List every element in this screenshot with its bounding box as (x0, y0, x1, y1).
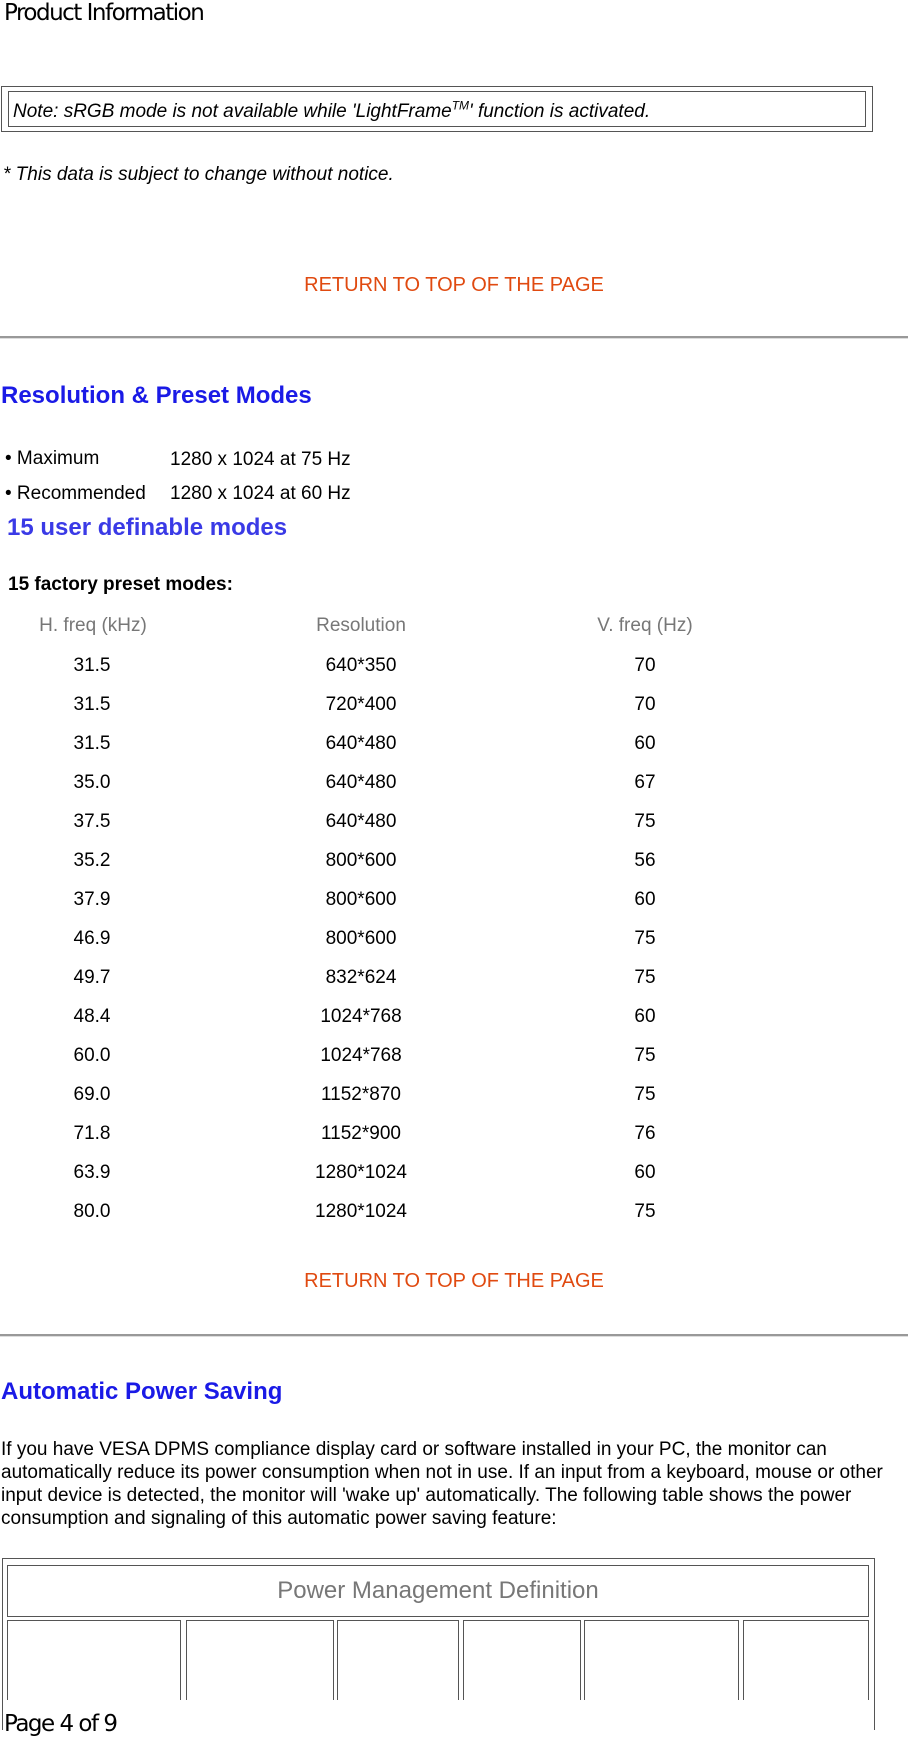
hfreq-cell: 48.4 (73, 1006, 111, 1027)
maximum-value: 1280 x 1024 at 75 Hz (170, 449, 351, 470)
resolution-cell: 1152*870 (321, 1084, 401, 1105)
note-text-after: ' function is activated. (469, 101, 651, 122)
resolution-cell: 640*480 (325, 733, 397, 754)
power-table-cell (463, 1620, 581, 1700)
resolution-cell: 640*350 (325, 655, 397, 676)
vfreq-cell: 75 (634, 1084, 656, 1105)
vfreq-cell: 70 (634, 694, 656, 715)
vfreq-cell: 75 (634, 1045, 656, 1066)
note-box (1, 86, 873, 132)
hfreq-cell: 71.8 (73, 1123, 111, 1144)
vfreq-cell: 75 (634, 928, 656, 949)
hfreq-cell: 63.9 (73, 1162, 111, 1183)
vfreq-cell: 60 (634, 889, 656, 910)
power-saving-paragraph: If you have VESA DPMS compliance display card or software installed in your PC, the monitor can automatically reduce its power consumption when not in use. If an input from a keyboard, mouse or other input device is detected, the monitor will 'wake up' automatically. The following table shows the power consumption and signaling of this automatic power saving feature: (1, 1439, 883, 1529)
user-modes-heading: 15 user definable modes (7, 514, 288, 541)
note-text-before: Note: sRGB mode is not available while 'LightFrame (13, 101, 452, 122)
power-section-title: Automatic Power Saving (1, 1378, 283, 1405)
resolution-cell: 832*624 (325, 967, 397, 988)
hfreq-cell: 37.5 (73, 811, 111, 832)
power-table-cell (7, 1620, 181, 1700)
resolution-cell: 1280*1024 (315, 1162, 407, 1183)
hfreq-cell: 80.0 (73, 1201, 111, 1222)
resolution-cell: 1152*900 (321, 1123, 401, 1144)
vfreq-cell: 60 (634, 733, 656, 754)
power-table-cell (186, 1620, 334, 1700)
power-table-title: Power Management Definition (7, 1565, 869, 1617)
vfreq-cell: 70 (634, 655, 656, 676)
divider-2 (0, 1334, 908, 1337)
resolution-cell: 1024*768 (320, 1006, 402, 1027)
resolution-cell: 1024*768 (320, 1045, 402, 1066)
resolution-cell: 800*600 (325, 850, 397, 871)
srgb-note (13, 98, 651, 123)
vfreq-cell: 75 (634, 967, 656, 988)
page-header-title: Product Information (4, 0, 204, 26)
resolution-cell: 1280*1024 (315, 1201, 407, 1222)
resolution-cell: 800*600 (325, 889, 397, 910)
hfreq-cell: 35.2 (73, 850, 111, 871)
resolution-cell: 800*600 (325, 928, 397, 949)
power-table-cell (743, 1620, 869, 1700)
hfreq-cell: 35.0 (73, 772, 111, 793)
vfreq-cell: 76 (634, 1123, 656, 1144)
recommended-label: • Recommended (5, 483, 146, 504)
power-table-cell (337, 1620, 459, 1700)
factory-modes-heading: 15 factory preset modes: (8, 574, 233, 595)
column-header-hfreq: H. freq (kHz) (39, 615, 147, 636)
return-to-top-link-2[interactable]: RETURN TO TOP OF THE PAGE (304, 1270, 604, 1292)
hfreq-cell: 31.5 (73, 733, 111, 754)
return-to-top-link-1[interactable]: RETURN TO TOP OF THE PAGE (304, 274, 604, 296)
maximum-label: • Maximum (5, 448, 100, 469)
hfreq-cell: 60.0 (73, 1045, 111, 1066)
vfreq-cell: 75 (634, 1201, 656, 1222)
trademark-sup: TM (451, 98, 470, 113)
page-number: Page 4 of 9 (4, 1711, 117, 1737)
disclaimer-text: * This data is subject to change without notice. (3, 164, 394, 185)
note-inner-frame (8, 91, 866, 127)
vfreq-cell: 60 (634, 1006, 656, 1027)
resolution-cell: 640*480 (325, 811, 397, 832)
vfreq-cell: 67 (634, 772, 656, 793)
divider-1 (0, 336, 908, 339)
resolution-section-title: Resolution & Preset Modes (1, 382, 312, 409)
column-header-resolution: Resolution (316, 615, 406, 636)
vfreq-cell: 56 (634, 850, 656, 871)
hfreq-cell: 31.5 (73, 655, 111, 676)
vfreq-cell: 75 (634, 811, 656, 832)
hfreq-cell: 37.9 (73, 889, 111, 910)
power-table-cell (584, 1620, 739, 1700)
resolution-cell: 720*400 (325, 694, 397, 715)
recommended-value: 1280 x 1024 at 60 Hz (170, 483, 351, 504)
hfreq-cell: 69.0 (73, 1084, 111, 1105)
hfreq-cell: 46.9 (73, 928, 111, 949)
vfreq-cell: 60 (634, 1162, 656, 1183)
hfreq-cell: 31.5 (73, 694, 111, 715)
resolution-cell: 640*480 (325, 772, 397, 793)
hfreq-cell: 49.7 (73, 967, 111, 988)
column-header-vfreq: V. freq (Hz) (597, 615, 693, 636)
